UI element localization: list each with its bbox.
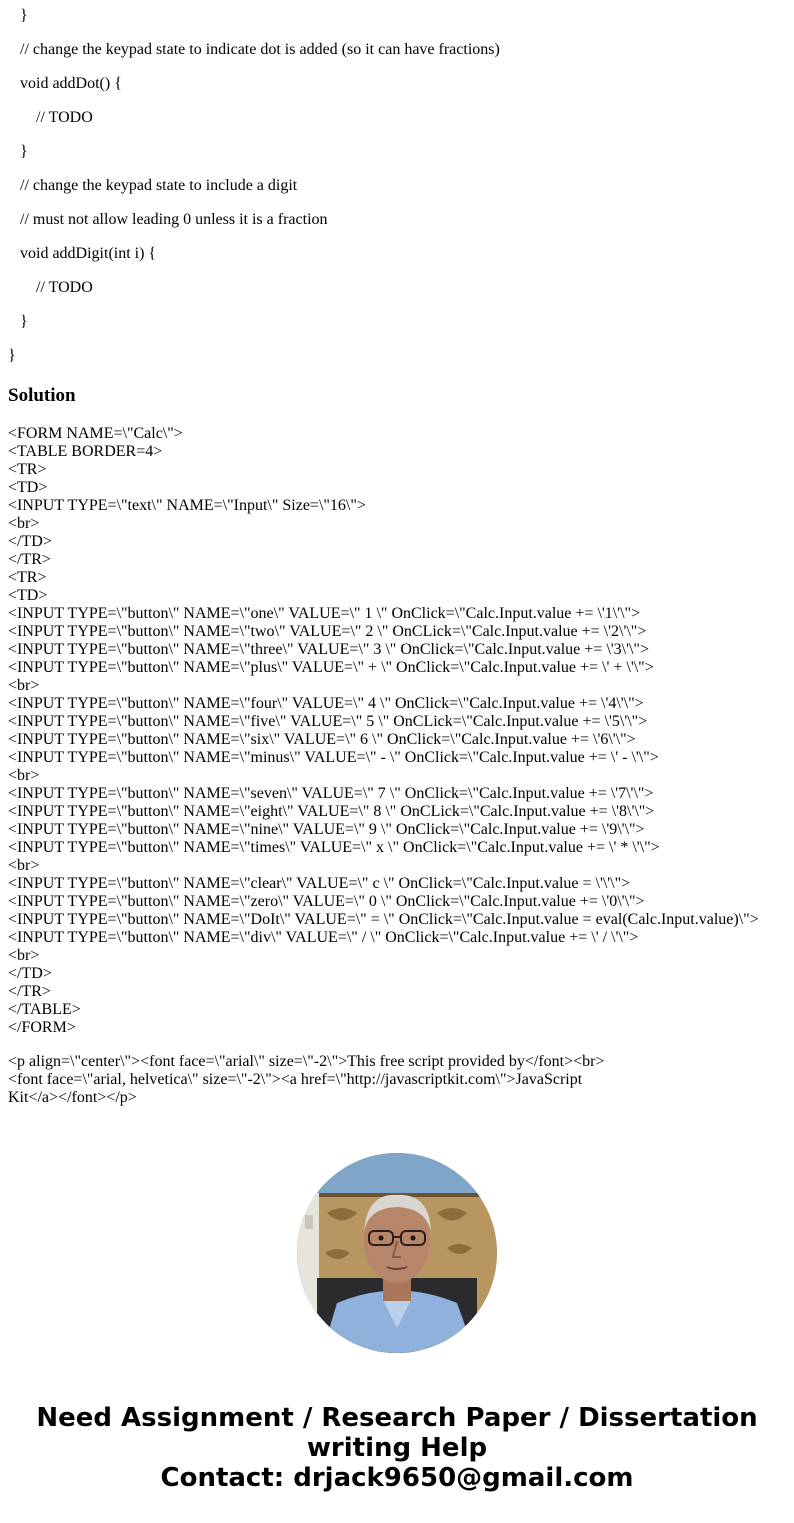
solution-line: <INPUT TYPE=\"button\" NAME=\"eight\" VALUE=\" 8 \" OnCLick=\"Calc.Input.value += \'8\'\"> [8, 803, 655, 820]
solution-line: <INPUT TYPE=\"button\" NAME=\"minus\" VALUE=\" - \" OnClick=\"Calc.Input.value += \' - \'\"> [8, 749, 659, 766]
credit-line: <p align=\"center\"><font face=\"arial\" size=\"-2\">This free script provided by</font><br> [8, 1053, 605, 1070]
solution-line: <INPUT TYPE=\"button\" NAME=\"nine\" VALUE=\" 9 \" OnClick=\"Calc.Input.value += \'9\'\"> [8, 821, 645, 838]
solution-line: <INPUT TYPE=\"button\" NAME=\"seven\" VALUE=\" 7 \" OnClick=\"Calc.Input.value += \'7\'\"> [8, 785, 654, 802]
solution-line: <br> [8, 515, 40, 532]
code-line: // TODO [8, 109, 93, 126]
solution-line: <br> [8, 767, 40, 784]
solution-line: </TR> [8, 983, 51, 1000]
solution-line: <TD> [8, 587, 48, 604]
solution-line: <INPUT TYPE=\"button\" NAME=\"five\" VALUE=\" 5 \" OnCLick=\"Calc.Input.value += \'5\'\"> [8, 713, 648, 730]
solution-code [8, 425, 788, 1037]
solution-line: <INPUT TYPE=\"button\" NAME=\"clear\" VALUE=\" c \" OnClick=\"Calc.Input.value = \'\'\"> [8, 875, 631, 892]
solution-line: <INPUT TYPE=\"button\" NAME=\"four\" VALUE=\" 4 \" OnClick=\"Calc.Input.value += \'4\'\"> [8, 695, 644, 712]
code-line: // change the keypad state to include a digit [8, 177, 298, 194]
promo-line: Need Assignment / Research Paper / Dissertation [36, 1403, 758, 1433]
promo-line: writing Help [306, 1433, 488, 1463]
solution-line: </TD> [8, 533, 52, 550]
solution-line: <INPUT TYPE=\"text\" NAME=\"Input\" Size=\"16\"> [8, 497, 366, 514]
promo-banner [0, 1403, 794, 1493]
solution-heading: Solution [8, 385, 76, 406]
solution-line: <INPUT TYPE=\"button\" NAME=\"times\" VALUE=\" x \" OnClick=\"Calc.Input.value += \' * \'\"> [8, 839, 660, 856]
code-line: } [8, 143, 28, 160]
code-line: // must not allow leading 0 unless it is a fraction [8, 211, 328, 228]
solution-line: <INPUT TYPE=\"button\" NAME=\"two\" VALUE=\" 2 \" OnCLick=\"Calc.Input.value += \'2\'\"> [8, 623, 647, 640]
solution-line: <TR> [8, 461, 47, 478]
solution-line: <INPUT TYPE=\"button\" NAME=\"plus\" VALUE=\" + \" OnClick=\"Calc.Input.value += \' + \'\"> [8, 659, 654, 676]
script-credit-snippet [8, 1053, 788, 1107]
credit-line: Kit</a></font></p> [8, 1089, 137, 1106]
code-line: } [8, 7, 28, 24]
solution-line: <INPUT TYPE=\"button\" NAME=\"div\" VALUE=\" / \" OnClick=\"Calc.Input.value += \' / \'\"> [8, 929, 639, 946]
code-line: } [8, 347, 16, 364]
promo-contact: Contact: drjack9650@gmail.com [160, 1463, 634, 1493]
solution-line: <br> [8, 857, 40, 874]
solution-line: </TABLE> [8, 1001, 81, 1018]
solution-line: <TR> [8, 569, 47, 586]
solution-line: <INPUT TYPE=\"button\" NAME=\"three\" VALUE=\" 3 \" OnClick=\"Calc.Input.value += \'3\'\"> [8, 641, 649, 658]
solution-line: <FORM NAME=\"Calc\"> [8, 425, 183, 442]
credit-line: <font face=\"arial, helvetica\" size=\"-2\"><a href=\"http://javascriptkit.com\">JavaScript [8, 1071, 583, 1088]
code-line: void addDot() { [8, 75, 122, 92]
code-line: void addDigit(int i) { [8, 245, 157, 262]
solution-line: <INPUT TYPE=\"button\" NAME=\"DoIt\" VALUE=\" = \" OnClick=\"Calc.Input.value = eval(Calc.Input.value)\"> [8, 911, 759, 928]
solution-line: <INPUT TYPE=\"button\" NAME=\"zero\" VALUE=\" 0 \" OnClick=\"Calc.Input.value += \'0\'\"> [8, 893, 645, 910]
solution-line: <INPUT TYPE=\"button\" NAME=\"six\" VALUE=\" 6 \" OnClick=\"Calc.Input.value += \'6\'\"> [8, 731, 636, 748]
solution-line: </TD> [8, 965, 52, 982]
code-line: // change the keypad state to indicate dot is added (so it can have fractions) [8, 41, 500, 58]
solution-line: <INPUT TYPE=\"button\" NAME=\"one\" VALUE=\" 1 \" OnClick=\"Calc.Input.value += \'1\'\"> [8, 605, 641, 622]
author-photo [297, 1153, 497, 1353]
solution-line: </FORM> [8, 1019, 76, 1036]
solution-line: </TR> [8, 551, 51, 568]
code-line: } [8, 313, 28, 330]
code-line: // TODO [8, 279, 93, 296]
solution-line: <br> [8, 677, 40, 694]
solution-line: <TD> [8, 479, 48, 496]
solution-line: <TABLE BORDER=4> [8, 443, 163, 460]
solution-line: <br> [8, 947, 40, 964]
